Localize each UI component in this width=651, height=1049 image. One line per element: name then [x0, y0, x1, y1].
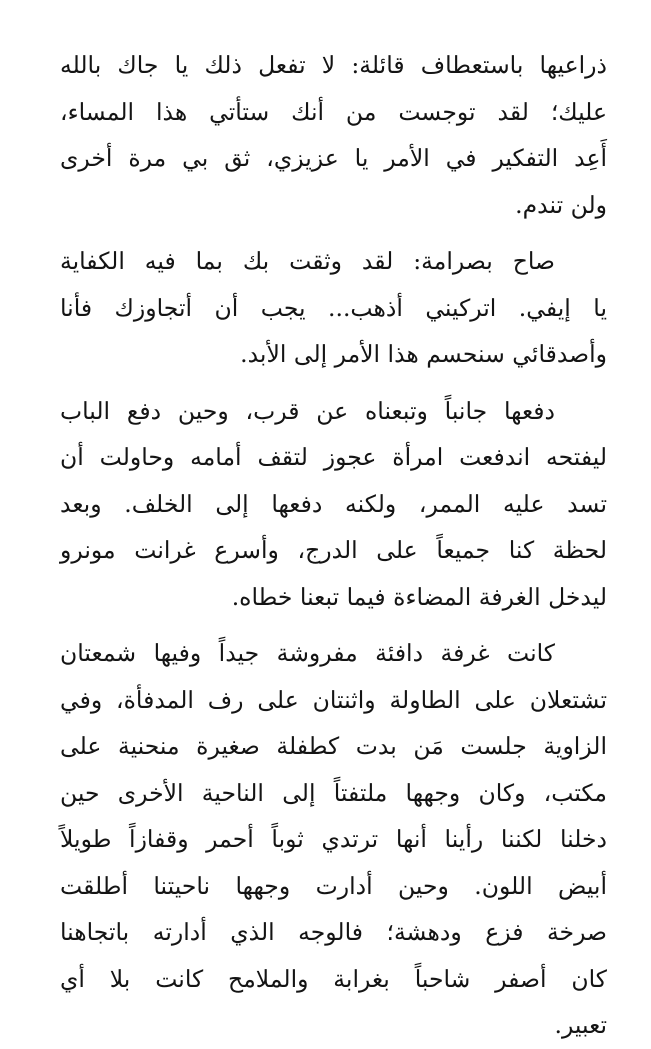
text-line: مكتب، وكان وجهها ملتفتاً إلى الناحية الأخرى حين — [60, 778, 607, 807]
text-line: كان أصفر شاحباً بغرابة والملامح كانت بلا أي — [60, 964, 607, 993]
text-line: تشتعلان على الطاولة واثنتان على رف المدفأة، وفي — [60, 685, 607, 714]
paragraph-gap — [60, 228, 607, 238]
text-line: يا إيفي. اتركيني أذهب... يجب أن أتجاوزك فأنا — [60, 293, 607, 322]
book-page — [0, 42, 651, 1049]
paragraph-gap — [60, 620, 607, 630]
text-line: كانت غرفة دافئة مفروشة جيداً وفيها شمعتان — [60, 639, 555, 667]
text-line: ليفتحه اندفعت امرأة عجوز لتقف أمامه وحاولت أن — [60, 443, 607, 471]
paragraph-3 — [60, 388, 607, 621]
text-line: دخلنا لكننا رأينا أنها ترتدي ثوباً أحمر وقفازاً طويلاً — [60, 825, 607, 853]
text-line: تعبير. — [554, 1011, 607, 1039]
paragraph-2 — [60, 238, 607, 378]
text-line: عليك؛ لقد توجست من أنك ستأتي هذا المساء، — [60, 97, 607, 126]
text-line: الزاوية جلست مَن بدت كطفلة صغيرة منحنية على — [60, 732, 607, 760]
text-line: صاح بصرامة: لقد وثقت بك بما فيه الكفاية — [60, 247, 555, 275]
text-line: ليدخل الغرفة المضاءة فيما تبعنا خطاه. — [231, 582, 607, 611]
text-line: لحظة كنا جميعاً على الدرج، وأسرع غرانت مونرو — [60, 536, 607, 564]
paragraph-gap — [60, 378, 607, 388]
text-line: وأصدقائي سنحسم هذا الأمر إلى الأبد. — [240, 340, 607, 368]
text-line: ذراعيها باستعطاف قائلة: لا تفعل ذلك يا جاك بالله — [60, 51, 607, 79]
text-line: صرخة فزع ودهشة؛ فالوجه الذي أدارته باتجاهنا — [60, 918, 607, 946]
text-line: دفعها جانباً وتبعناه عن قرب، وحين دفع الباب — [60, 396, 555, 425]
text-line: أَعِد التفكير في الأمر يا عزيزي، ثق بي مرة أخرى — [60, 144, 607, 172]
text-line: تسد عليه الممر، ولكنه دفعها إلى الخلف. وبعد — [60, 489, 607, 518]
text-line: ولن تندم. — [515, 190, 607, 219]
paragraph-4 — [60, 630, 607, 1049]
paragraph-1 — [60, 42, 607, 228]
text-line: أبيض اللون. وحين أدارت وجهها ناحيتنا أطلقت — [60, 871, 607, 900]
